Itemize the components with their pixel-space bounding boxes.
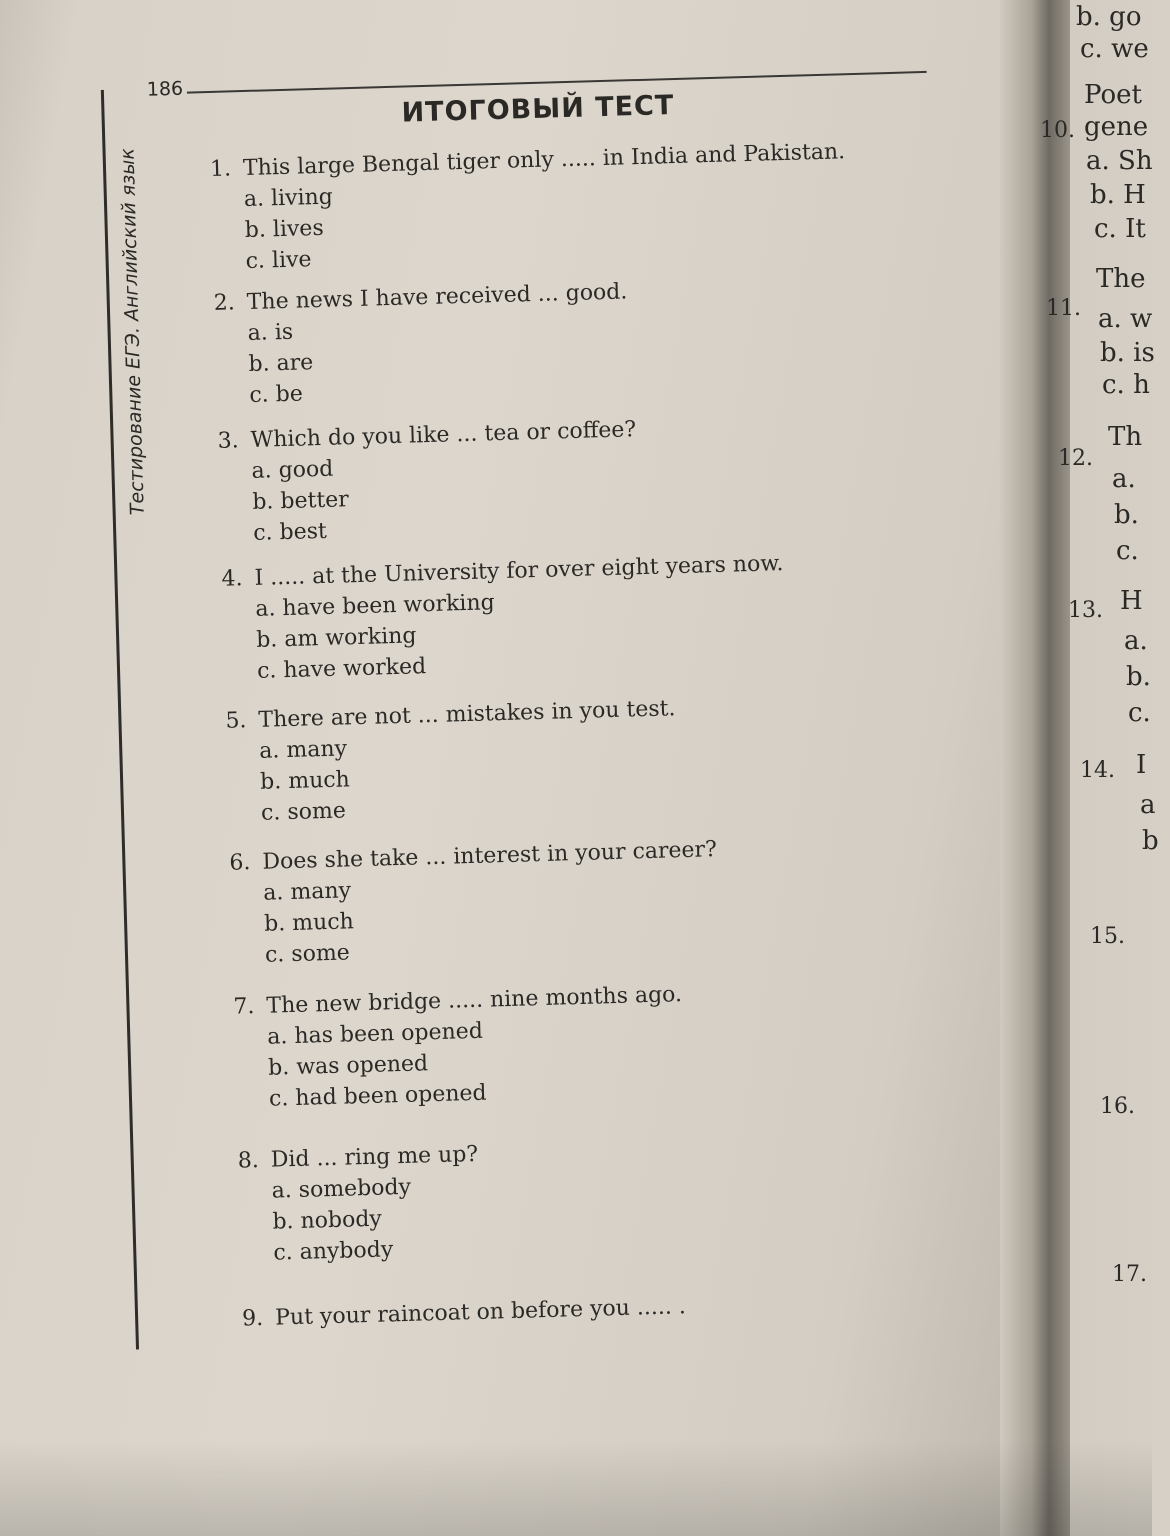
- question-text: There are not ... mistakes in you test.: [258, 696, 676, 733]
- question-text: This large Bengal tiger only ..... in India and Pakistan.: [242, 139, 846, 182]
- question-8: [220, 1140, 481, 1270]
- right-fragment: a. Sh: [1086, 146, 1153, 176]
- option-c: c. best: [252, 518, 328, 546]
- option-a: a. somebody: [271, 1174, 412, 1204]
- question-text: Did ... ring me up?: [270, 1141, 479, 1173]
- option-b: b. much: [263, 909, 355, 937]
- right-fragment: a: [1140, 790, 1156, 820]
- option-a: a. good: [251, 456, 334, 484]
- running-head: Тестирование ЕГЭ. Английский язык: [116, 147, 149, 516]
- option-c: c. live: [245, 247, 312, 275]
- option-b: b. lives: [244, 215, 325, 244]
- right-fragment: 16.: [1100, 1094, 1135, 1119]
- question-text: The new bridge ..... nine months ago.: [266, 982, 683, 1019]
- right-fragment: 12.: [1058, 446, 1093, 471]
- question-number: 9.: [241, 1305, 264, 1332]
- question-text: Does she take ... interest in your career?: [262, 837, 718, 875]
- question-list: [193, 135, 933, 1332]
- option-b: b. was opened: [267, 1051, 429, 1081]
- right-fragment: b. is: [1100, 338, 1155, 368]
- right-fragment: 10.: [1040, 118, 1075, 143]
- question-1: [193, 137, 848, 278]
- option-c: c. have worked: [256, 654, 427, 684]
- question-number: 1.: [209, 156, 232, 182]
- option-c: c. some: [264, 940, 351, 968]
- question-3: [200, 415, 639, 550]
- right-fragment: c.: [1116, 536, 1139, 566]
- option-c: c. some: [260, 798, 347, 826]
- question-text: Put your raincoat on before you ..... .: [274, 1294, 687, 1331]
- question-text: Which do you like ... tea or coffee?: [250, 417, 637, 453]
- option-b: b. are: [248, 350, 314, 377]
- question-4: [204, 549, 786, 688]
- question-number: 4.: [221, 566, 243, 592]
- question-number: 7.: [233, 994, 255, 1020]
- header-rule: [187, 71, 927, 94]
- question-number: 3.: [217, 428, 240, 454]
- question-7: [216, 980, 685, 1116]
- option-b: b. am working: [255, 623, 417, 653]
- right-fragment: c. we: [1080, 34, 1149, 64]
- option-b: b. much: [259, 767, 351, 795]
- option-a: a. have been working: [255, 590, 495, 622]
- option-c: c. had been opened: [268, 1080, 487, 1112]
- right-fragment: b. H: [1090, 180, 1146, 210]
- right-fragment: c. h: [1102, 370, 1150, 400]
- option-c: c. be: [249, 381, 304, 408]
- question-number: 2.: [213, 290, 236, 316]
- question-number: 8.: [237, 1148, 260, 1174]
- right-fragment: 13.: [1068, 598, 1103, 623]
- right-fragment: The: [1096, 264, 1146, 294]
- right-fragment: c. It: [1094, 214, 1146, 244]
- option-b: b. nobody: [272, 1206, 383, 1235]
- question-number: 6.: [229, 850, 251, 876]
- right-fragment: 17.: [1112, 1262, 1147, 1287]
- option-b: b. better: [252, 487, 350, 515]
- option-a: a. is: [247, 319, 294, 346]
- left-page-content: [100, 36, 987, 1399]
- right-fragment: Th: [1108, 422, 1143, 452]
- page-title: ИТОГОВЫЙ ТЕСТ: [401, 89, 675, 129]
- right-fragment: 14.: [1080, 758, 1115, 783]
- right-fragment: a.: [1112, 464, 1136, 494]
- page-number: 186: [146, 77, 184, 101]
- right-fragment: b. go: [1076, 2, 1142, 32]
- bottom-shadow: [0, 1440, 1152, 1536]
- right-fragment: a.: [1124, 626, 1148, 656]
- option-a: a. many: [259, 736, 348, 764]
- right-fragment: c.: [1128, 698, 1151, 728]
- option-a: a. many: [262, 878, 352, 906]
- question-5: [208, 694, 678, 830]
- option-c: c. anybody: [273, 1237, 394, 1266]
- option-a: a. has been opened: [267, 1018, 484, 1050]
- question-text: The news I have received ... good.: [246, 279, 628, 315]
- right-fragment: 15.: [1090, 924, 1125, 949]
- question-2: [196, 277, 630, 412]
- right-fragment: gene: [1084, 112, 1149, 142]
- question-number: 5.: [225, 708, 247, 734]
- right-fragment: b.: [1126, 662, 1151, 692]
- right-fragment: Poet: [1084, 80, 1142, 110]
- question-9: [225, 1292, 686, 1335]
- right-fragment: 11.: [1046, 296, 1081, 321]
- right-fragment: b.: [1114, 500, 1139, 530]
- option-a: a. living: [243, 184, 334, 213]
- right-fragment: I: [1136, 750, 1147, 780]
- right-fragment: b: [1142, 826, 1159, 856]
- right-fragment: a. w: [1098, 304, 1153, 334]
- question-text: I ..... at the University for over eight years now.: [254, 551, 784, 591]
- right-page-fragments: [1040, 0, 1159, 1536]
- question-6: [212, 835, 720, 972]
- right-fragment: H: [1120, 586, 1143, 616]
